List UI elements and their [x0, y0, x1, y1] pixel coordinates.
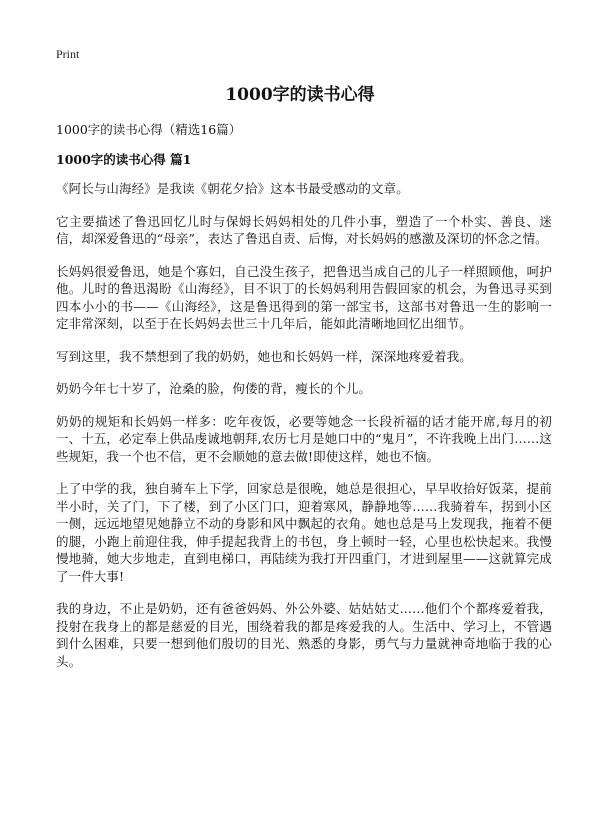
paragraph: 上了中学的我，独自骑车上下学，回家总是很晚，她总是很担心，早早收拾好饭菜，提前半小时，关了门，下了楼，到了小区门口，迎着寒风，静静地等……我骑着车，拐到小区一侧，远远地望见她静立不动的身影和风中飘起的衣角。她也总是马上发现我，拖着不便的腿，小跑上前迎住我，伸手提起我背上的书包，身上顿时一轻，心里也松快起来。我慢慢地骑，她大步地走，直到电梯口，再陆续为我打开四重门，才进到屋里——这就算完成了一件大事! [56, 481, 552, 584]
paragraph: 奶奶的规矩和长妈妈一样多：吃年夜饭，必要等她念一长段祈福的话才能开席,每月的初一、十五，必定奉上供品虔诚地朝拜,农历七月是她口中的“鬼月”，不许我晚上出门……这些规矩，我一个也不信，更不会顺她的意去做!即使这样，她也不恼。 [56, 413, 552, 464]
document-subtitle: 1000字的读书心得（精选16篇） [56, 122, 242, 137]
paragraph: 它主要描述了鲁迅回忆儿时与保姆长妈妈相处的几件小事，塑造了一个朴实、善良、迷信，却深爱鲁迅的“母亲”，表达了鲁迅自责、后悔，对长妈妈的感激及深切的怀念之情。 [56, 213, 552, 246]
document-title: 1000字的读书心得 [225, 85, 375, 105]
paragraph: 写到这里，我不禁想到了我的奶奶，她也和长妈妈一样，深深地疼爱着我。 [56, 348, 472, 364]
article-body [56, 180, 552, 685]
print-label[interactable]: Print [56, 47, 80, 61]
paragraph: 奶奶今年七十岁了，沧桑的脸，佝偻的背，瘦长的个儿。 [56, 381, 372, 396]
paragraph: 我的身边，不止是奶奶，还有爸爸妈妈、外公外婆、姑姑姑丈……他们个个都疼爱着我，投射在我身上的都是慈爱的目光，围绕着我的都是疼爱我的人。生活中、学习上，不管遇到什么困难，只要一想到他们殷切的目光、熟悉的身影，勇气与力量就神奇地临于我的心头。 [56, 601, 552, 669]
paragraph: 《阿长与山海经》是我读《朝花夕拾》这本书最受感动的文章。 [56, 181, 409, 196]
section-heading: 1000字的读书心得 篇1 [56, 152, 192, 167]
paragraph: 长妈妈很爱鲁迅，她是个寡妇，自己没生孩子，把鲁迅当成自己的儿子一样照顾他，呵护他。儿时的鲁迅渴盼《山海经》，目不识丁的长妈妈利用告假回家的机会，为鲁迅寻买到四本小小的书——《山海经》，这是鲁迅得到的第一部宝书，这部书对鲁迅一生的影响一定非常深刻，以至于在长妈妈去世三十几年后，能如此清晰地回忆出细节。 [56, 263, 552, 331]
